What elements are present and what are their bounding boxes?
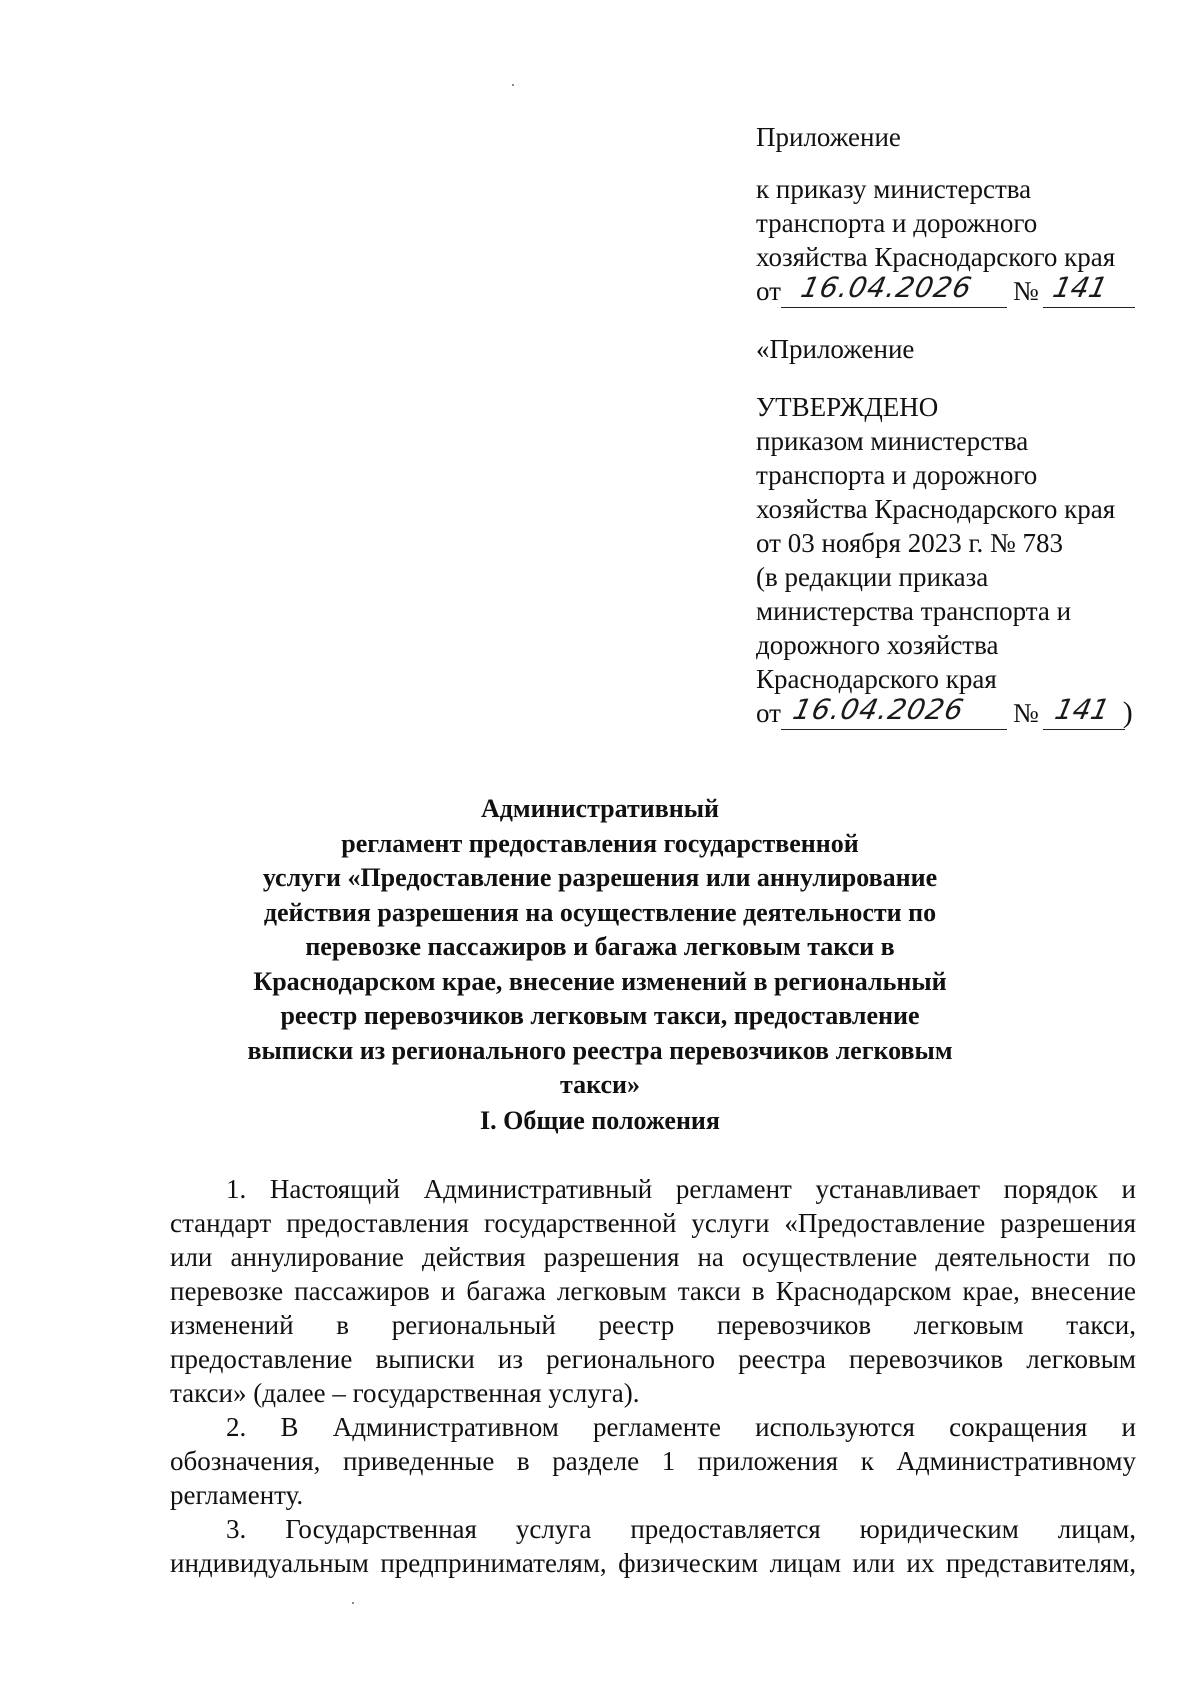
- scan-dot: [352, 1602, 354, 1604]
- paragraph-2: [170, 1410, 1136, 1512]
- paragraph-3: [170, 1512, 1136, 1580]
- paragraph-line: регламенту.: [170, 1480, 304, 1510]
- title-line: выписки из регионального реестра перевозчиков легковым: [247, 1035, 953, 1065]
- appendix-header: [756, 120, 1176, 730]
- svg-text:141: 141: [1049, 271, 1111, 304]
- closing-parenthesis: ): [1122, 696, 1133, 729]
- svg-text:16.04.2026: 16.04.2026: [789, 693, 968, 726]
- paragraph-line: 2. В Административном регламенте используются сокращения и: [226, 1412, 1136, 1442]
- handwritten-number-field: [1043, 271, 1135, 308]
- title-line: Административный: [480, 794, 720, 823]
- paragraph-line: индивидуальным предпринимателям, физическим лицам или их представителям,: [170, 1548, 1136, 1578]
- section-body: [170, 1172, 1136, 1580]
- approved-line: дорожного хозяйства: [756, 630, 999, 660]
- number-sign: №: [1012, 698, 1039, 728]
- date-prefix: от: [756, 698, 781, 728]
- number-sign: №: [1012, 276, 1039, 306]
- title-line: услуги «Предоставление разрешения или аннулирование: [262, 863, 938, 892]
- handwritten-number-signature: [1043, 693, 1125, 729]
- handwritten-number-signature: [1043, 271, 1135, 307]
- title-line: реестр перевозчиков легковым такси, предоставление: [280, 1001, 920, 1030]
- paragraph-line: 1. Настоящий Административный регламент устанавливает порядок и: [226, 1174, 1136, 1204]
- paragraph-line: обозначения, приведенные в разделе 1 приложения к Административному: [170, 1446, 1136, 1476]
- order-date-number-line: [756, 271, 1176, 308]
- title-line: Краснодарском крае, внесение изменений в региональный: [253, 966, 947, 996]
- paragraph-line: или аннулирование действия разрешения на осуществление деятельности по: [170, 1242, 1136, 1272]
- scan-dot: [512, 84, 514, 86]
- document-title: [200, 792, 1000, 1103]
- title-line: регламент предоставления государственной: [341, 828, 859, 858]
- paragraph-line: предоставление выписки из регионального реестра перевозчиков легковым: [170, 1344, 1136, 1374]
- handwritten-number-field: [1043, 693, 1125, 730]
- section-heading: I. Общие положения: [480, 1106, 720, 1135]
- title-line: перевозке пассажиров и багажа легковым такси в: [305, 932, 895, 961]
- paragraph-line: такси» (далее – государственная услуга).: [170, 1378, 640, 1408]
- edition-date-number-line: [756, 693, 1176, 730]
- approved-line: приказом министерства: [756, 426, 1029, 456]
- appendix-label: Приложение: [756, 122, 901, 152]
- handwritten-date-field: [781, 271, 1007, 308]
- paragraph-1: [170, 1172, 1136, 1410]
- order-line: хозяйства Краснодарского края: [756, 242, 1116, 272]
- paragraph-line: изменений в региональный реестр перевозчиков легковым такси,: [170, 1310, 1136, 1340]
- paragraph-line: перевозке пассажиров и багажа легковым такси в Краснодарском крае, внесение: [170, 1276, 1136, 1306]
- svg-text:141: 141: [1051, 693, 1113, 726]
- paragraph-line: 3. Государственная услуга предоставляется юридическим лицам,: [226, 1514, 1136, 1544]
- handwritten-date-signature: [781, 693, 1007, 729]
- quoted-appendix-label: «Приложение: [756, 334, 915, 364]
- approved-stamp-label: УТВЕРЖДЕНО: [756, 392, 939, 422]
- handwritten-date-field: [781, 693, 1007, 730]
- approved-line: от 03 ноября 2023 г. № 783: [756, 528, 1063, 558]
- title-line: такси»: [560, 1070, 640, 1099]
- date-prefix: от: [756, 276, 781, 306]
- handwritten-date-signature: [781, 271, 1007, 307]
- approved-line: Краснодарского края: [756, 664, 997, 694]
- paragraph-line: стандарт предоставления государственной услуги «Предоставление разрешения: [170, 1208, 1136, 1238]
- title-line: действия разрешения на осуществление деятельности по: [263, 897, 937, 927]
- approved-line: транспорта и дорожного: [756, 460, 1038, 490]
- approved-line: (в редакции приказа: [756, 562, 989, 592]
- order-line: к приказу министерства: [756, 174, 1032, 204]
- order-line: транспорта и дорожного: [756, 208, 1038, 238]
- approved-line: министерства транспорта и: [756, 596, 1072, 626]
- approved-line: хозяйства Краснодарского края: [756, 494, 1116, 524]
- svg-text:16.04.2026: 16.04.2026: [797, 271, 976, 304]
